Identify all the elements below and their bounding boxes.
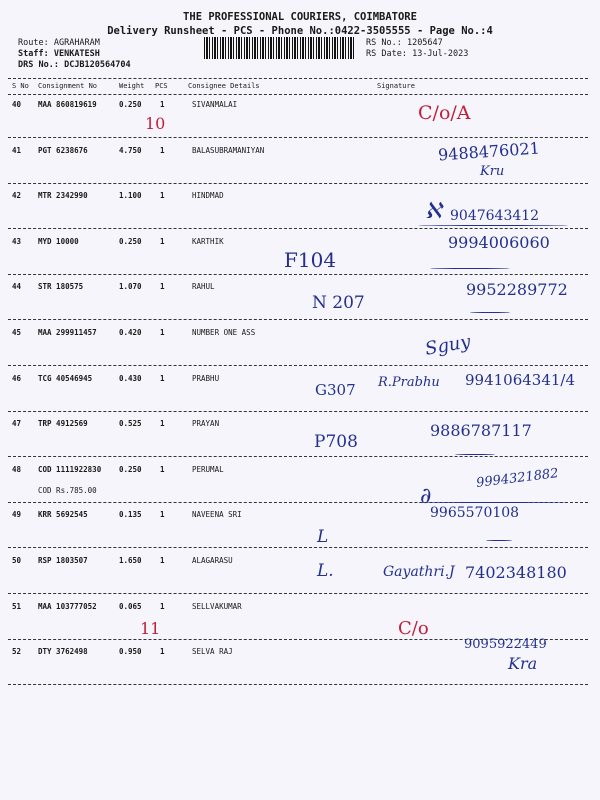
row-pcs: 1 [160, 328, 165, 337]
row-divider [8, 593, 588, 594]
row-consignee-name: KARTHIK [192, 237, 224, 246]
row-consignee-name: SIVANMALAI [192, 100, 238, 109]
row-consignment-no: MTR 2342990 [38, 191, 88, 200]
company-title: THE PROFESSIONAL COURIERS, COIMBATORE [183, 11, 417, 23]
header-top-divider [8, 78, 588, 79]
row-weight: 1.100 [119, 191, 142, 200]
col-signature: Signature [377, 82, 415, 90]
row-consignment-no: MAA 299911457 [38, 328, 97, 337]
row-pcs: 1 [160, 556, 165, 565]
hw-phone: 7402348180 [465, 563, 567, 582]
row-consignee-name: ALAGARASU [192, 556, 233, 565]
row-pcs: 1 [160, 510, 165, 519]
row-pcs: 1 [160, 100, 165, 109]
signature-stroke [418, 225, 568, 226]
row-sno: 52 [12, 647, 22, 656]
barcode [204, 37, 356, 59]
row-consignment-no: KRR 5692545 [38, 510, 88, 519]
col-weight: Weight [119, 82, 145, 90]
row-pcs: 1 [160, 419, 165, 428]
hw-mark: L [317, 527, 329, 547]
header-bottom-divider [8, 94, 588, 95]
hw-phone: 9952289772 [466, 280, 568, 299]
row-sno: 48 [12, 465, 22, 474]
row-pcs: 1 [160, 191, 165, 200]
row-consignee-name: BALASUBRAMANIYAN [192, 146, 265, 155]
row-sno: 43 [12, 237, 22, 246]
rs-info [366, 38, 468, 60]
hw-phone: 9994006060 [448, 233, 550, 252]
row-sno: 51 [12, 602, 22, 611]
hw-signature: Kra [508, 654, 538, 673]
row-sno: 41 [12, 146, 22, 155]
row-consignee-name: HINDMAD [192, 191, 224, 200]
hw-name: Gayathri.J [383, 564, 455, 580]
row-consignment-no: TRP 4912569 [38, 419, 88, 428]
row-divider [8, 684, 588, 685]
hw-signature: C/o [398, 618, 429, 639]
row-divider [8, 547, 588, 548]
row-divider [8, 183, 588, 184]
row-sno: 42 [12, 191, 22, 200]
rs-date-label: RS Date: [366, 49, 407, 59]
row-divider [8, 456, 588, 457]
row-pcs: 1 [160, 146, 165, 155]
row-sno: 47 [12, 419, 22, 428]
hw-phone: 9941064341/4 [465, 371, 576, 389]
row-weight: 0.135 [119, 510, 142, 519]
hw-signature: Sguy [423, 331, 473, 360]
row-pcs: 1 [160, 602, 165, 611]
hw-door-no: G307 [315, 381, 356, 399]
row-pcs: 1 [160, 237, 165, 246]
hw-weight-note: 10 [145, 114, 166, 133]
signature-stroke [470, 312, 510, 313]
hw-mark: L. [317, 561, 334, 581]
hw-name: R.Prabhu [378, 375, 440, 390]
row-consignee-name: PERUMAL [192, 465, 224, 474]
row-divider [8, 411, 588, 412]
route-info [18, 38, 131, 71]
row-consignment-no: MAA 103777052 [38, 602, 97, 611]
row-consignee-name: SELVA RAJ [192, 647, 233, 656]
rs-no-value: 1205647 [406, 38, 443, 48]
row-weight: 4.750 [119, 146, 142, 155]
runsheet-subtitle: Delivery Runsheet - PCS - Phone No.:0422-3505555 - Page No.:4 [107, 25, 493, 37]
col-sno: S No [12, 82, 29, 90]
row-consignment-no: COD 1111922830 [38, 465, 102, 474]
signature-mark: ℵ [425, 199, 442, 224]
hw-signature: C/o/A [418, 102, 471, 124]
row-sno: 40 [12, 100, 22, 109]
row-consignment-no: STR 180575 [38, 282, 84, 291]
row-consignment-no: RSP 1803507 [38, 556, 88, 565]
row-weight: 1.650 [119, 556, 142, 565]
drs-value: DCJB120564704 [64, 60, 131, 70]
row-sno: 45 [12, 328, 22, 337]
row-divider [8, 319, 588, 320]
row-weight: 0.250 [119, 100, 142, 109]
hw-phone: 9965570108 [430, 505, 520, 521]
row-sno: 49 [12, 510, 22, 519]
hw-phone: 9994321882 [475, 466, 560, 491]
hw-phone: 9886787117 [430, 421, 532, 440]
row-consignee-name: SELLVAKUMAR [192, 602, 242, 611]
route-label: Route: [18, 38, 49, 48]
hw-phone: 9047643412 [450, 208, 540, 224]
signature-stroke [430, 268, 510, 269]
row-consignment-no: TCG 40546945 [38, 374, 93, 383]
hw-phone: 9095922449 [464, 637, 547, 652]
row-consignee-name: NUMBER ONE ASS [192, 328, 256, 337]
staff-label: Staff: [18, 49, 49, 59]
row-consignee-name: PRAYAN [192, 419, 220, 428]
row-pcs: 1 [160, 282, 165, 291]
row-weight: 0.250 [119, 465, 142, 474]
row-divider [8, 365, 588, 366]
row-divider [8, 274, 588, 275]
row-sno: 46 [12, 374, 22, 383]
route-value: AGRAHARAM [53, 38, 100, 48]
hw-door-no: N 207 [312, 293, 365, 313]
row-weight: 1.070 [119, 282, 142, 291]
row-weight: 0.250 [119, 237, 142, 246]
signature-mark: ∂ [420, 484, 432, 509]
signature-stroke [418, 502, 568, 503]
row-divider [8, 228, 588, 229]
row-divider [8, 137, 588, 138]
row-sno: 44 [12, 282, 22, 291]
staff-value: VENKATESH [53, 49, 100, 59]
row-consignment-no: PGT 6238676 [38, 146, 88, 155]
row-consignment-no: MYD 10000 [38, 237, 79, 246]
rs-date-value: 13-Jul-2023 [412, 49, 469, 59]
row-cod-amount: COD Rs.785.00 [38, 486, 97, 495]
row-weight: 0.525 [119, 419, 142, 428]
signature-stroke [455, 454, 495, 455]
col-consignment: Consignment No [38, 82, 98, 90]
hw-mark: 11 [140, 619, 161, 638]
row-weight: 0.950 [119, 647, 142, 656]
row-weight: 0.065 [119, 602, 142, 611]
row-weight: 0.430 [119, 374, 142, 383]
row-consignment-no: DTY 3762498 [38, 647, 88, 656]
hw-phone: 9488476021 [437, 138, 541, 165]
row-pcs: 1 [160, 647, 165, 656]
row-consignment-no: MAA 860819619 [38, 100, 97, 109]
row-consignee-name: RAHUL [192, 282, 215, 291]
row-pcs: 1 [160, 374, 165, 383]
drs-label: DRS No.: [18, 60, 59, 70]
col-consignee: Consignee Details [188, 82, 260, 90]
hw-door-no: P708 [314, 432, 358, 452]
row-consignee-name: NAVEENA SRI [192, 510, 242, 519]
hw-signature: Kru [480, 164, 505, 179]
hw-door-no: F104 [284, 248, 337, 272]
signature-stroke [486, 540, 512, 541]
row-pcs: 1 [160, 465, 165, 474]
rs-no-label: RS No.: [366, 38, 402, 48]
row-weight: 0.420 [119, 328, 142, 337]
col-pcs: PCS [155, 82, 168, 90]
row-consignee-name: PRABHU [192, 374, 220, 383]
row-sno: 50 [12, 556, 22, 565]
